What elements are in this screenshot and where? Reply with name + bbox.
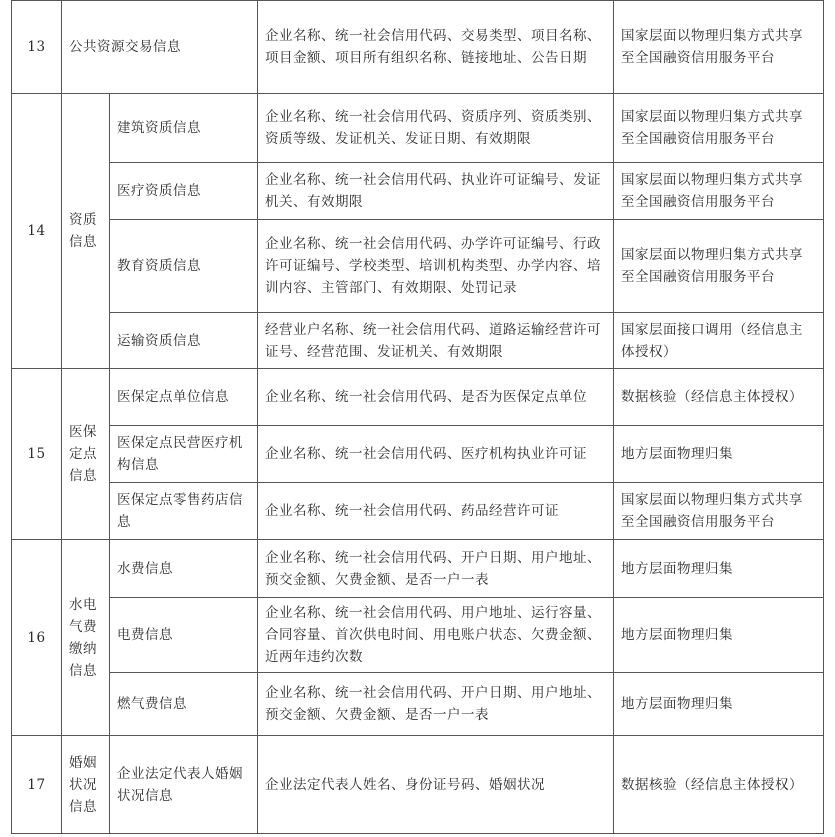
fields-cell: 企业名称、统一社会信用代码、药品经营许可证 [258, 483, 614, 540]
fields-cell: 经营业户名称、统一社会信用代码、道路运输经营许可证号、经营范围、发证机关、有效期限 [258, 313, 614, 369]
fields-cell: 企业名称、统一社会信用代码、用户地址、运行容量、合同容量、首次供电时间、用电账户状态、欠费金额、近两年违约次数 [258, 598, 614, 673]
method-cell: 国家层面以物理归集方式共享至全国融资信用服务平台 [614, 94, 824, 163]
category-cell: 资质信息 [62, 94, 110, 369]
category-cell: 水电气费缴纳信息 [62, 540, 110, 736]
fields-cell: 企业名称、统一社会信用代码、资质序列、资质类别、资质等级、发证机关、发证日期、有效期限 [258, 94, 614, 163]
item-name-cell: 教育资质信息 [110, 220, 258, 313]
row-number: 16 [12, 540, 62, 736]
fields-cell: 企业名称、统一社会信用代码、办学许可证编号、行政许可证编号、学校类型、培训机构类型、办学内容、培训内容、主管部门、有效期限、处罚记录 [258, 220, 614, 313]
method-cell: 国家层面接口调用（经信息主体授权） [614, 313, 824, 369]
fields-cell: 企业名称、统一社会信用代码、执业许可证编号、发证机关、有效期限 [258, 163, 614, 220]
fields-cell: 企业名称、统一社会信用代码、开户日期、用户地址、预交金额、欠费金额、是否一户一表 [258, 673, 614, 736]
row-number: 17 [12, 736, 62, 834]
method-cell: 地方层面物理归集 [614, 426, 824, 483]
category-cell: 公共资源交易信息 [62, 1, 258, 94]
method-cell: 国家层面以物理归集方式共享至全国融资信用服务平台 [614, 483, 824, 540]
category-cell: 婚姻状况信息 [62, 736, 110, 834]
item-name-cell: 医疗资质信息 [110, 163, 258, 220]
method-cell: 国家层面以物理归集方式共享至全国融资信用服务平台 [614, 220, 824, 313]
row-number: 13 [12, 1, 62, 94]
table-row-14-4 [12, 313, 824, 369]
method-cell: 国家层面以物理归集方式共享至全国融资信用服务平台 [614, 1, 824, 94]
item-name-cell: 医保定点单位信息 [110, 369, 258, 426]
table-row-13 [12, 1, 824, 94]
table-row-16-1 [12, 540, 824, 598]
item-name-cell: 建筑资质信息 [110, 94, 258, 163]
table-row-15-2 [12, 426, 824, 483]
fields-cell: 企业名称、统一社会信用代码、交易类型、项目名称、项目金额、项目所有组织名称、链接地址、公告日期 [258, 1, 614, 94]
method-cell: 数据核验（经信息主体授权） [614, 736, 824, 834]
method-cell: 国家层面以物理归集方式共享至全国融资信用服务平台 [614, 163, 824, 220]
row-number: 14 [12, 94, 62, 369]
item-name-cell: 医保定点民营医疗机构信息 [110, 426, 258, 483]
fields-cell: 企业名称、统一社会信用代码、开户日期、用户地址、预交金额、欠费金额、是否一户一表 [258, 540, 614, 598]
table-row-15-3 [12, 483, 824, 540]
category-cell: 医保定点信息 [62, 369, 110, 540]
table-row-14-2 [12, 163, 824, 220]
table-row-14-1 [12, 94, 824, 163]
item-name-cell: 医保定点零售药店信息 [110, 483, 258, 540]
fields-cell: 企业法定代表人姓名、身份证号码、婚姻状况 [258, 736, 614, 834]
item-name-cell: 水费信息 [110, 540, 258, 598]
item-name-cell: 运输资质信息 [110, 313, 258, 369]
table-row-16-3 [12, 673, 824, 736]
method-cell: 数据核验（经信息主体授权） [614, 369, 824, 426]
method-cell: 地方层面物理归集 [614, 540, 824, 598]
table-row-14-3 [12, 220, 824, 313]
fields-cell: 企业名称、统一社会信用代码、医疗机构执业许可证 [258, 426, 614, 483]
table-row-16-2 [12, 598, 824, 673]
table-row-17 [12, 736, 824, 834]
row-number: 15 [12, 369, 62, 540]
item-name-cell: 燃气费信息 [110, 673, 258, 736]
item-name-cell: 电费信息 [110, 598, 258, 673]
table-row-15-1 [12, 369, 824, 426]
data-sharing-table [11, 0, 824, 834]
method-cell: 地方层面物理归集 [614, 673, 824, 736]
item-name-cell: 企业法定代表人婚姻状况信息 [110, 736, 258, 834]
fields-cell: 企业名称、统一社会信用代码、是否为医保定点单位 [258, 369, 614, 426]
method-cell: 地方层面物理归集 [614, 598, 824, 673]
